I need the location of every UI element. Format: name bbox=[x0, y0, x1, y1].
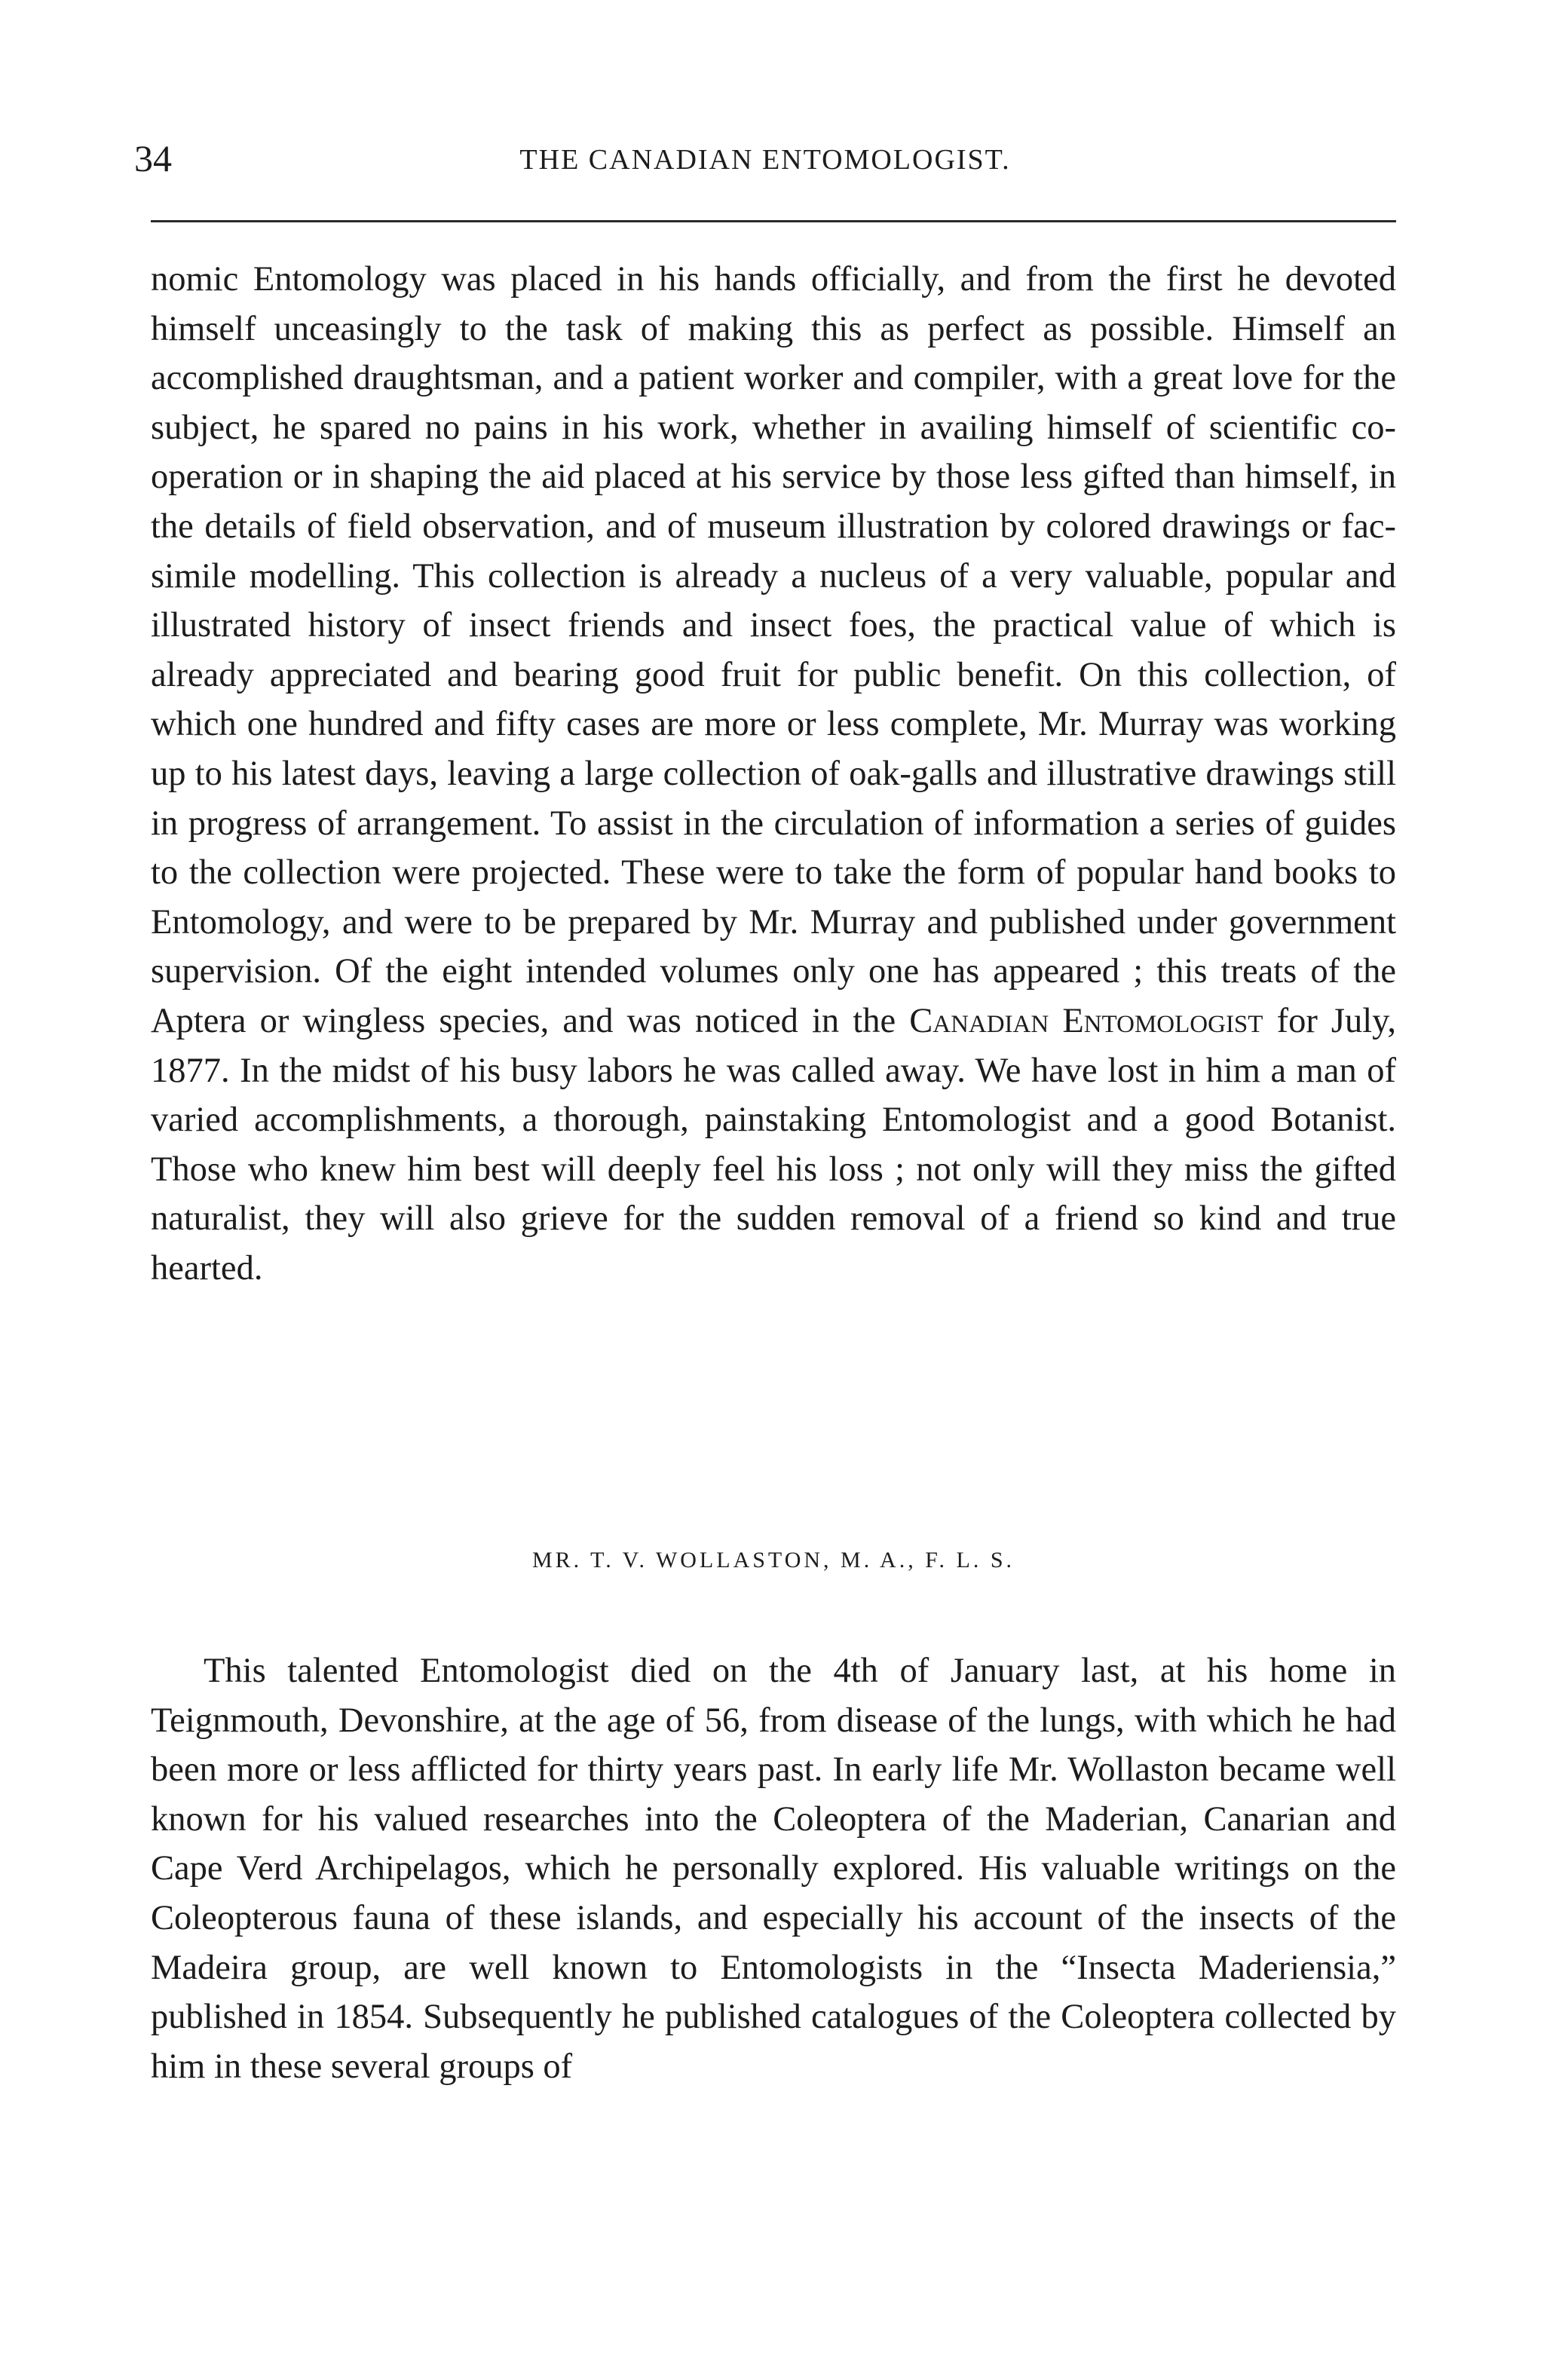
paragraph-1-text: nomic Entomology was placed in his hands officially, and from the first he devoted himself unceasingly to the task of making this as perfect as possible. Himself an accomplished draughtsman, and a patient worker and compiler, with a great love for the subject, he spared no pains in his work, whether in availing himself of scientific co-operation or in shaping the aid placed at his service by those less gifted than himself, in the details of field observation, and of museum illustration by colored drawings or fac-simile modelling. This collection is already a nucleus of a very valuable, popular and illustrated history of insect friends and insect foes, the practical value of which is already appreciated and bearing good fruit for public benefit. On this collection, of which one hundred and fifty cases are more or less complete, Mr. Murray was working up to his latest days, leaving a large collection of oak-galls and illustrative drawings still in progress of arrangement. To assist in the circulation of information a series of guides to the collection were projected. These were to take the form of popular hand books to Entomology, and were to be prepared by Mr. Murray and published under government supervision. Of the eight intended volumes only one has appeared ; this treats of the Aptera or wingless species, and was noticed in the bbox=[151, 260, 1396, 1040]
section-heading: MR. T. V. WOLLASTON, M. A., F. L. S. bbox=[531, 1548, 1015, 1572]
body-paragraph-1 bbox=[151, 255, 1396, 1293]
journal-name: Canadian Entomologist bbox=[909, 1001, 1263, 1040]
body-paragraph-2: This talented Entomologist died on the 4th of January last, at his home in Teignmouth, Devonshire, at the age of 56, from disease of the lungs, with which he had been more or less afflicted for thirty years past. In early life Mr. Wollaston became well known for his valued researches into the Coleoptera of the Maderian, Canarian and Cape Verd Archipelagos, which he personally explored. His valuable writings on the Coleopterous fauna of these islands, and especially his account of the insects of the Madeira group, are well known to Entomologists in the “Insecta Maderiensia,” published in 1854. Subsequently he published catalogues of the Coleoptera collected by him in these several groups of bbox=[151, 1652, 1396, 2086]
paragraph-1-end-text: for July, 1877. In the midst of his busy labors he was called away. We have lost in him a man of varied accomplishments, a thorough, painstaking Entomologist and a good Botanist. Those who knew him best will deeply feel his loss ; not only will they miss the gifted naturalist, they will also grieve for the sudden removal of a friend so kind and true hearted. bbox=[151, 1001, 1397, 1288]
header-rule bbox=[151, 220, 1396, 222]
page-header bbox=[134, 136, 1396, 188]
page-number: 34 bbox=[134, 137, 172, 179]
running-title: THE CANADIAN ENTOMOLOGIST. bbox=[519, 144, 1011, 176]
